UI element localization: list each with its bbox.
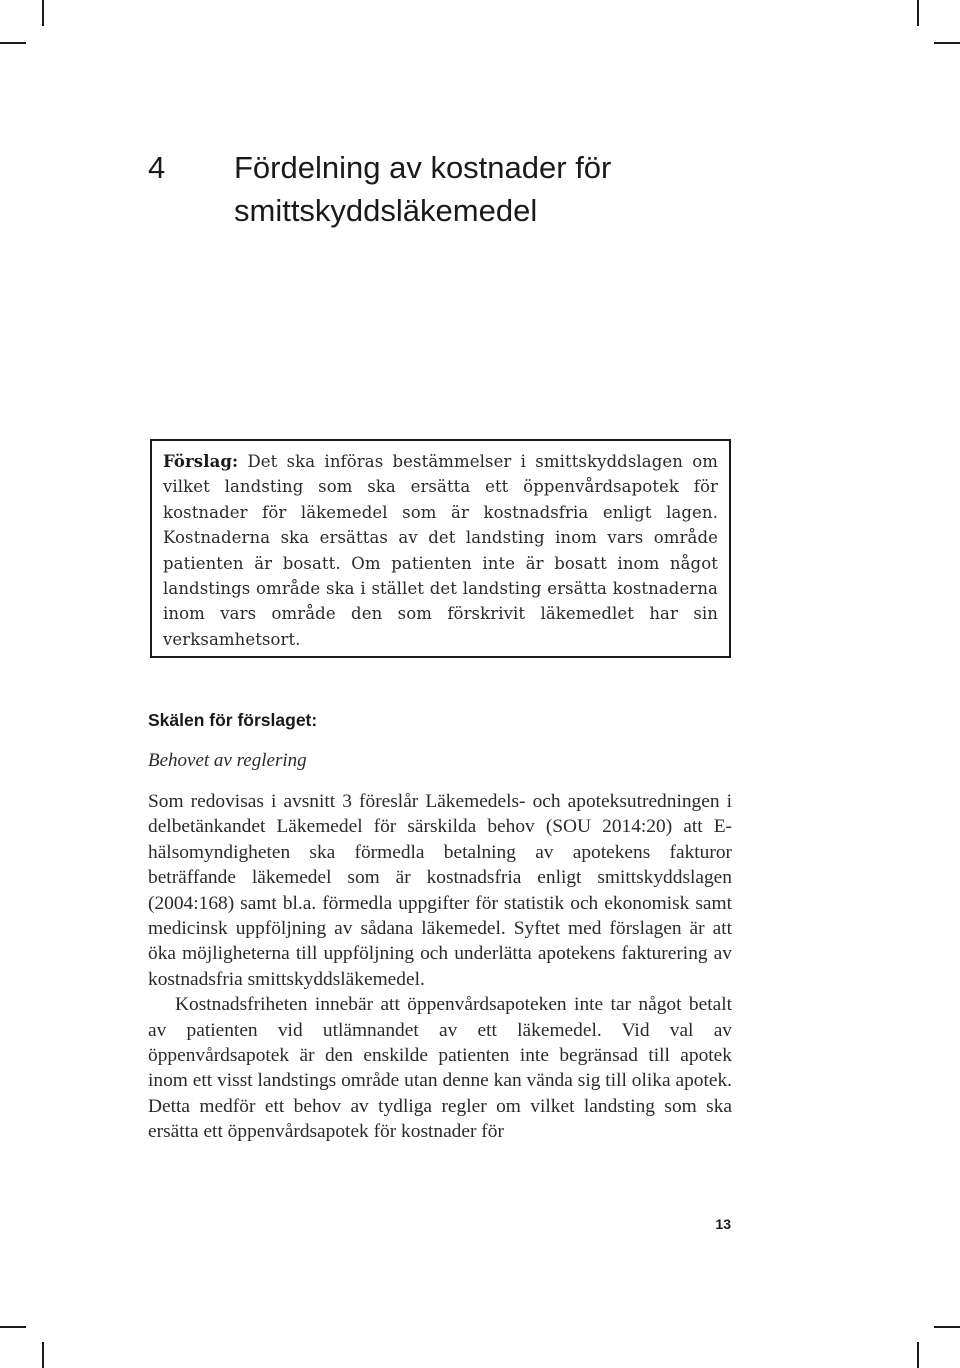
crop-mark-bottom-right bbox=[934, 1326, 960, 1328]
crop-mark-top-left bbox=[0, 42, 26, 44]
chapter-number: 4 bbox=[148, 150, 166, 185]
page-number: 13 bbox=[715, 1216, 731, 1232]
body-paragraph: Som redovisas i avsnitt 3 föreslår Läkemedels- och apoteksutredningen i delbetänkandet Läkemedel för särskilda behov (SOU 2014:20) att E-hälsomyndigheten ska förmedla betalning av apotekens fakturor beträffande läkemedel som är kostnadsfria enligt smittskyddslagen (2004:168) samt bl.a. förmedla uppgifter för statistik och ekonomisk samt medicinsk uppföljning av sådana läkemedel. Syftet med förslagen är att öka möjligheterna till uppföljning och underlätta apotekens fakturering av kostnadsfria smittskyddsläkemedel. bbox=[148, 791, 732, 990]
crop-mark-bottom-left bbox=[42, 1342, 44, 1368]
proposal-text: Det ska införas bestämmelser i smittskyddslagen om vilket landsting som ska ersätta ett öppenvårdsapotek för kostnader för läkemedel som är kostnadsfria enligt lagen. Kostnaderna ska ersättas av det landsting inom vars område patienten är bosatt. Om patienten inte är bosatt inom något landstings område ska i stället det landsting ersätta kostnaderna inom vars område den som förskrivit läkemedlet har sin verksamhetsort. bbox=[163, 452, 718, 649]
proposal-label: Förslag: bbox=[163, 452, 239, 471]
section-subheading: Behovet av reglering bbox=[148, 750, 307, 771]
reasons-heading: Skälen för förslaget: bbox=[148, 710, 318, 730]
chapter-title: Fördelning av kostnader för smittskyddsläkemedel bbox=[234, 150, 612, 228]
body-text bbox=[148, 789, 732, 1145]
crop-mark-top-right bbox=[917, 0, 919, 26]
body-paragraph: Kostnadsfriheten innebär att öppenvårdsapoteken inte tar något betalt av patienten vid utlämnandet av ett läkemedel. Vid val av öppenvårdsapotek är den enskilde patienten inte begränsad till apotek inom ett visst landstings område utan denne kan vända sig till olika apotek. Detta medför ett behov av tydliga regler om vilket landsting som ska ersätta ett öppenvårdsapotek för kostnader för bbox=[148, 994, 732, 1143]
crop-mark-bottom-left bbox=[0, 1326, 26, 1328]
crop-mark-top-left bbox=[42, 0, 44, 26]
crop-mark-top-right bbox=[934, 42, 960, 44]
proposal-box bbox=[150, 439, 731, 658]
crop-mark-bottom-right bbox=[917, 1342, 919, 1368]
